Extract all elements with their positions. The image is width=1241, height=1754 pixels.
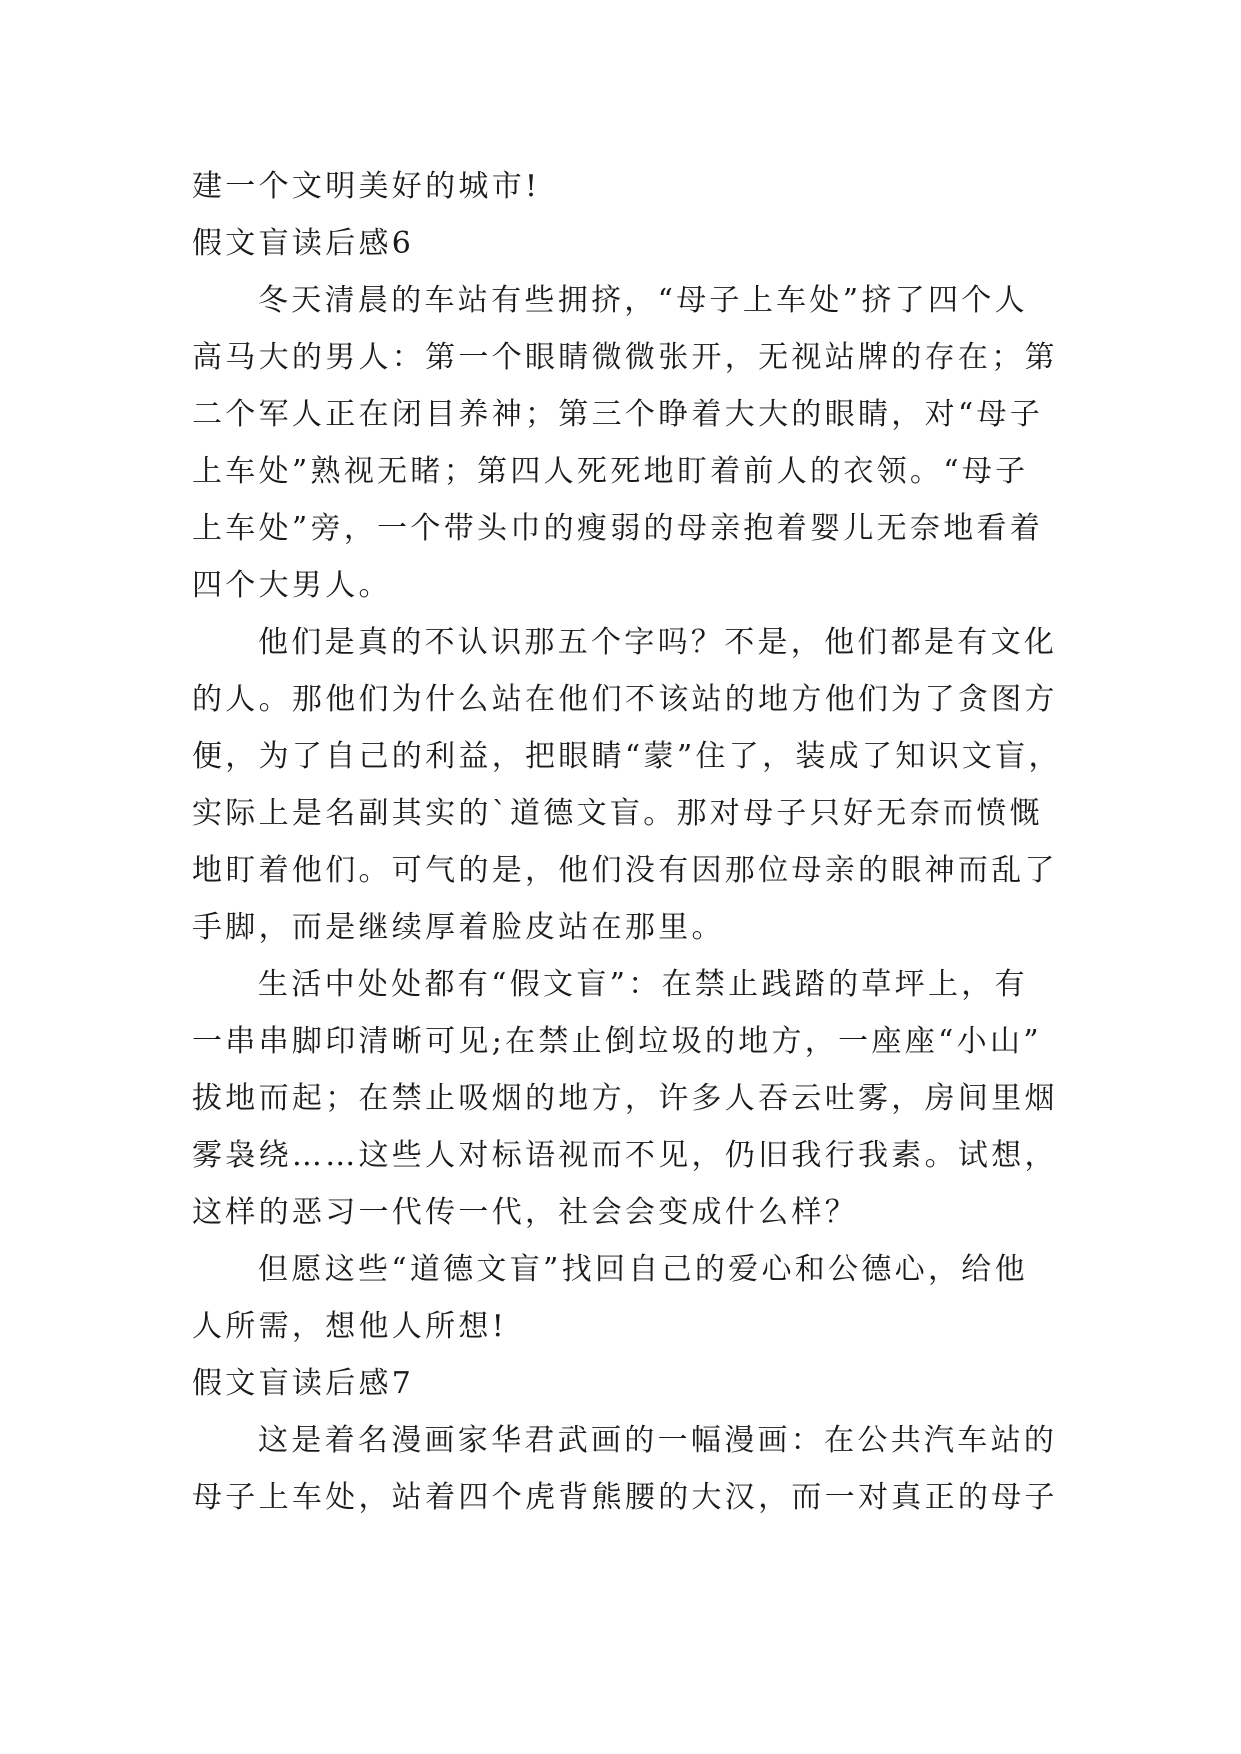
section-heading: 假文盲读后感6 [192,226,415,261]
document-page [192,158,1062,1526]
text-line: 四个大男人。 [192,568,392,603]
text-line: 冬天清晨的车站有些拥挤，“母子上车处”挤了四个人 [258,283,1028,318]
text-line: 雾袅绕……这些人对标语视而不见，仍旧我行我素。试想， [192,1138,1058,1173]
paragraph [192,1412,1058,1526]
section-heading: 假文盲读后感7 [192,1366,415,1401]
text-line: 上车处”熟视无睹；第四人死死地盯着前人的衣领。“母子 [192,454,1029,489]
text-line: 上车处”旁，一个带头巾的瘦弱的母亲抱着婴儿无奈地看着 [192,511,1044,546]
text-line: 这样的恶习一代传一代，社会会变成什么样？ [192,1195,858,1230]
paragraph [192,272,1058,614]
text-line: 他们是真的不认识那五个字吗？不是，他们都是有文化 [258,625,1058,660]
paragraph [192,956,1058,1241]
section-essay-7 [192,1355,1058,1526]
text-line: 拔地而起；在禁止吸烟的地方，许多人吞云吐雾，房间里烟 [192,1081,1058,1116]
paragraph [192,614,1062,956]
text-line: 这是着名漫画家华君武画的一幅漫画：在公共汽车站的 [258,1423,1058,1458]
text-line: 母子上车处，站着四个虎背熊腰的大汉，而一对真正的母子 [192,1480,1058,1515]
text-line: 但愿这些“道德文盲”找回自己的爱心和公德心，给他 [258,1252,1028,1287]
text-line: 一串串脚印清晰可见;在禁止倒垃圾的地方，一座座“小山” [192,1024,1042,1059]
text-line: 便，为了自己的利益，把眼睛“蒙”住了，装成了知识文盲， [192,739,1062,774]
text-line: 高马大的男人：第一个眼睛微微张开，无视站牌的存在；第 [192,340,1058,375]
text-line: 手脚，而是继续厚着脸皮站在那里。 [192,910,725,945]
section-essay-6 [192,215,1062,1355]
text-line: 实际上是名副其实的`道德文盲。那对母子只好无奈而愤慨 [192,796,1043,831]
text-line: 的人。那他们为什么站在他们不该站的地方他们为了贪图方 [192,682,1058,717]
text-line: 生活中处处都有“假文盲”：在禁止践踏的草坪上，有 [258,967,1028,1002]
text-line: 地盯着他们。可气的是，他们没有因那位母亲的眼神而乱了 [192,853,1058,888]
leading-line: 建一个文明美好的城市! [192,169,541,204]
paragraph [192,1241,1052,1355]
text-line: 二个军人正在闭目养神；第三个睁着大大的眼睛，对“母子 [192,397,1044,432]
text-line: 人所需，想他人所想! [192,1309,508,1344]
